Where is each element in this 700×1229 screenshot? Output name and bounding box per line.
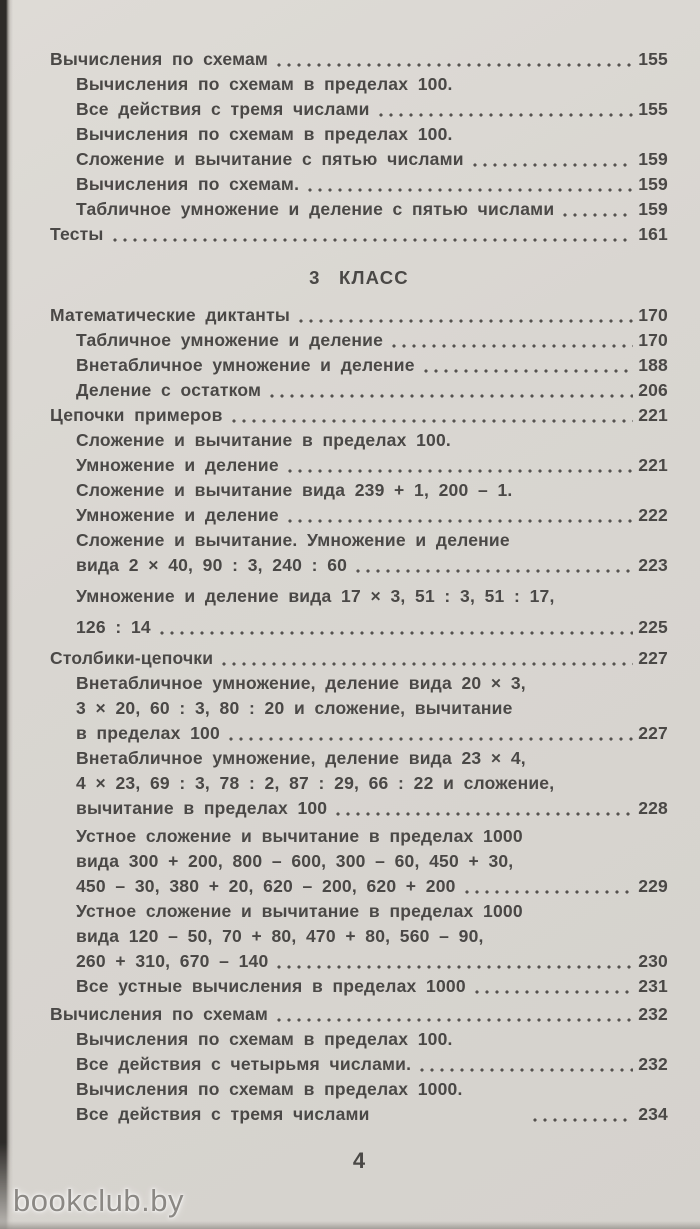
toc-entry: [50, 1052, 668, 1077]
toc-entry-label: Математические диктанты: [50, 305, 290, 325]
toc-entry: [50, 528, 668, 553]
toc-entry: [50, 899, 668, 924]
toc-entry: [50, 97, 668, 122]
toc-entry-label: Деление с остатком: [76, 380, 262, 400]
dotted-leader: [222, 661, 633, 667]
dotted-leader: [288, 518, 633, 524]
dotted-leader: [424, 368, 633, 374]
toc-entry-label: вида 2 × 40, 90 : 3, 240 : 60: [76, 555, 348, 575]
dotted-leader: [232, 418, 633, 424]
toc-entry-page: 223: [638, 555, 668, 575]
toc-entry-page: 222: [638, 505, 668, 525]
toc-entry-label: Устное сложение и вычитание в пределах 1000: [76, 901, 523, 921]
dotted-leader: [229, 736, 633, 742]
toc-entry: [50, 378, 668, 403]
dotted-leader: [308, 187, 633, 193]
toc-entry-page: 206: [638, 380, 668, 400]
dotted-leader: [356, 568, 633, 574]
toc-entry-label: Вычисления по схемам в пределах 100.: [76, 124, 453, 144]
toc-entry: [50, 646, 668, 671]
toc-entry: [50, 746, 668, 771]
toc-entry: [50, 553, 668, 578]
toc-entry: [50, 172, 668, 197]
toc-entry: [50, 197, 668, 222]
toc-entry-label: Устное сложение и вычитание в пределах 1000: [76, 826, 523, 846]
toc-entry: [50, 671, 668, 696]
dotted-leader: [465, 889, 633, 895]
toc-entry-label: 3 × 20, 60 : 3, 80 : 20 и сложение, вычитание: [76, 698, 513, 718]
toc-entry: [50, 824, 668, 849]
toc-entry-page: 170: [638, 330, 668, 350]
toc-entry: [50, 403, 668, 428]
toc-entry-label: Все действия с тремя числами: [76, 99, 370, 119]
dotted-leader: [160, 630, 633, 636]
dotted-leader: [277, 964, 633, 970]
dotted-leader: [277, 1017, 633, 1023]
toc-entry-label: Вычисления по схемам в пределах 100.: [76, 1029, 453, 1049]
dotted-leader: [270, 393, 633, 399]
toc-entry-label: Вычисления по схемам в пределах 100.: [76, 74, 453, 94]
toc-entry: [50, 949, 668, 974]
toc-entry-label: Тесты: [50, 224, 104, 244]
toc-entry: [50, 122, 668, 147]
toc-entry-label: Умножение и деление вида 17 × 3, 51 : 3, 51 : 17,: [76, 586, 555, 606]
dotted-leader: [288, 468, 633, 474]
toc-entry-page: 227: [638, 723, 668, 743]
toc-entry: [50, 328, 668, 353]
toc-entry-page: 232: [638, 1054, 668, 1074]
toc-entry: [50, 615, 668, 640]
toc-entry-label: 260 + 310, 670 – 140: [76, 951, 269, 971]
dotted-leader: [475, 989, 633, 995]
toc-entry-label: Цепочки примеров: [50, 405, 223, 425]
toc-entry-page: 227: [638, 648, 668, 668]
toc-entry-label: 4 × 23, 69 : 3, 78 : 2, 87 : 29, 66 : 22 и сложение,: [76, 773, 555, 793]
toc-entry-page: 159: [638, 199, 668, 219]
toc-entry: [50, 353, 668, 378]
toc-entry-page: 161: [638, 224, 668, 244]
toc-entry-page: 232: [638, 1004, 668, 1024]
dotted-leader: [563, 212, 633, 218]
toc-entry-page: 225: [638, 617, 668, 637]
toc-entry: [50, 1102, 668, 1127]
toc-entry-label: Вычисления по схемам в пределах 1000.: [76, 1079, 463, 1099]
toc-entry: [50, 72, 668, 97]
toc-entry: [50, 1027, 668, 1052]
toc-entry-label: в пределах 100: [76, 723, 220, 743]
toc-entry: [50, 849, 668, 874]
toc-entry: [50, 771, 668, 796]
toc-entry: [50, 503, 668, 528]
table-of-contents: [50, 47, 668, 1127]
toc-entry-label: Сложение и вычитание вида 239 + 1, 200 – 1.: [76, 480, 513, 500]
toc-entry-label: Табличное умножение и деление с пятью числами: [76, 199, 555, 219]
toc-entry-label: Вычисления по схемам.: [76, 174, 300, 194]
toc-entry-page: 159: [638, 174, 668, 194]
toc-entry-page: 155: [638, 99, 668, 119]
dotted-leader: [392, 343, 633, 349]
toc-entry-page: 221: [638, 455, 668, 475]
dotted-leader: [113, 237, 633, 243]
toc-entry-label: Все действия с тремя числами: [76, 1104, 370, 1124]
toc-entry-label: Столбики-цепочки: [50, 648, 214, 668]
toc-entry-page: 229: [638, 876, 668, 896]
toc-entry-label: Внетабличное умножение, деление вида 23 × 4,: [76, 748, 526, 768]
toc-entry-label: Вычисления по схемам: [50, 1004, 269, 1024]
toc-entry-page: 228: [638, 798, 668, 818]
toc-entry: [50, 974, 668, 999]
toc-entry: [50, 796, 668, 821]
toc-entry-page: 159: [638, 149, 668, 169]
toc-entry-label: Сложение и вычитание в пределах 100.: [76, 430, 451, 450]
toc-entry-label: вычитание в пределах 100: [76, 798, 328, 818]
toc-entry-label: Сложение и вычитание с пятью числами: [76, 149, 464, 169]
toc-entry-page: 170: [638, 305, 668, 325]
toc-entry: [50, 428, 668, 453]
dotted-leader: [299, 318, 633, 324]
toc-entry-label: вида 120 – 50, 70 + 80, 470 + 80, 560 – 90,: [76, 926, 484, 946]
page-edge-bottom-shadow: [0, 1221, 700, 1229]
dotted-leader: [473, 162, 633, 168]
dotted-leader: [277, 62, 633, 68]
toc-entry-label: Умножение и деление: [76, 455, 279, 475]
toc-entry-page: 155: [638, 49, 668, 69]
toc-entry: [50, 303, 668, 328]
toc-entry: [50, 721, 668, 746]
toc-entry-label: 450 – 30, 380 + 20, 620 – 200, 620 + 200: [76, 876, 456, 896]
dotted-leader: [336, 811, 633, 817]
toc-entry-label: Табличное умножение и деление: [76, 330, 383, 350]
toc-entry-label: Умножение и деление: [76, 505, 279, 525]
toc-entry: [50, 874, 668, 899]
dotted-leader: [379, 112, 633, 118]
toc-entry-label: 126 : 14: [76, 617, 151, 637]
toc-entry-page: 230: [638, 951, 668, 971]
toc-entry-page: 234: [638, 1104, 668, 1124]
toc-entry-label: вида 300 + 200, 800 – 600, 300 – 60, 450 + 30,: [76, 851, 514, 871]
watermark: bookclub.by: [13, 1183, 184, 1218]
toc-entry: [50, 222, 668, 247]
toc-entry-page: 188: [638, 355, 668, 375]
dotted-leader: [533, 1117, 633, 1123]
page-number: 4: [352, 1148, 366, 1173]
toc-entry: [50, 453, 668, 478]
toc-entry: [50, 47, 668, 72]
page-edge-left-shadow: [0, 0, 13, 1229]
toc-entry: [50, 147, 668, 172]
toc-entry-label: Внетабличное умножение и деление: [76, 355, 415, 375]
toc-entry-label: Внетабличное умножение, деление вида 20 × 3,: [76, 673, 526, 693]
toc-entry: [50, 1077, 668, 1102]
toc-entry-page: 231: [638, 976, 668, 996]
toc-entry-label: Все устные вычисления в пределах 1000: [76, 976, 466, 996]
toc-entry: [50, 1002, 668, 1027]
section-heading: 3 КЛАСС: [309, 267, 409, 288]
dotted-leader: [420, 1067, 633, 1073]
toc-entry-label: Сложение и вычитание. Умножение и деление: [76, 530, 510, 550]
toc-entry-label: Вычисления по схемам: [50, 49, 269, 69]
toc-entry: [50, 478, 668, 503]
toc-entry-label: Все действия с четырьмя числами.: [76, 1054, 412, 1074]
toc-entry: [50, 584, 668, 609]
toc-entry-page: 221: [638, 405, 668, 425]
toc-entry: [50, 696, 668, 721]
toc-entry: [50, 924, 668, 949]
